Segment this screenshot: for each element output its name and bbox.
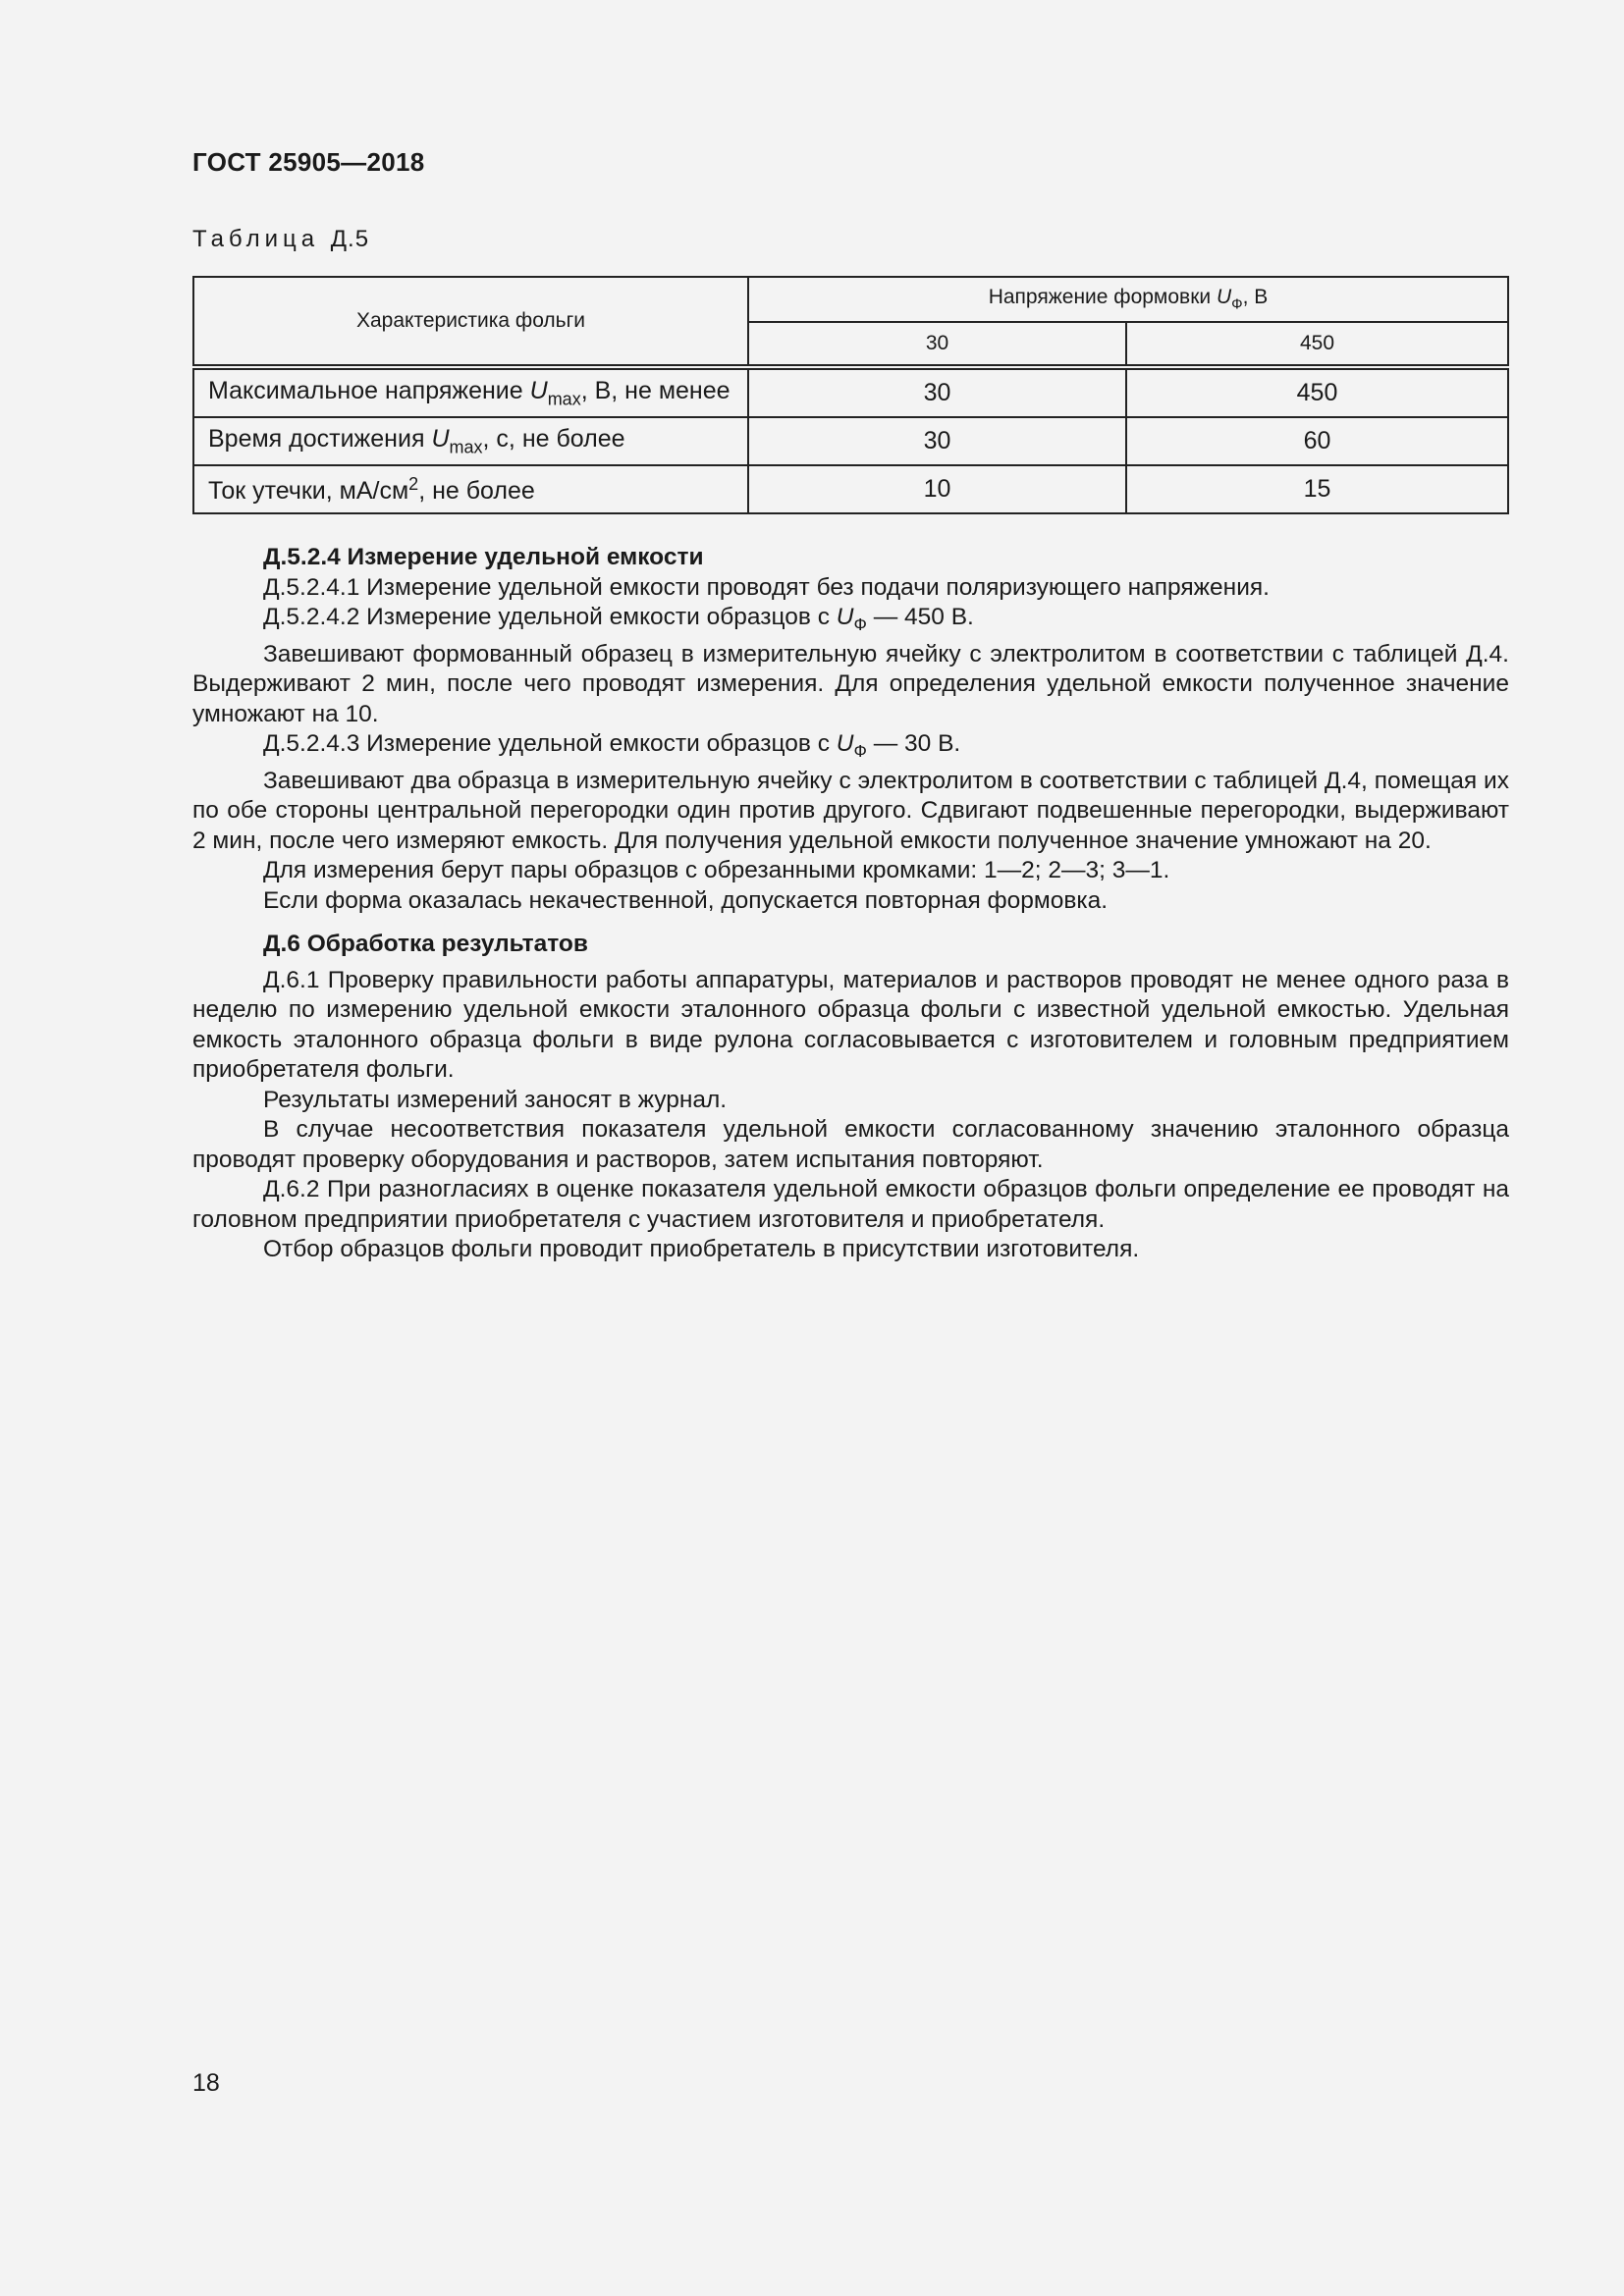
paragraph: Результаты измерений заносят в журнал. <box>263 1086 728 1113</box>
paragraph: Если форма оказалась некачественной, допускается повторная формовка. <box>263 886 1109 914</box>
row-value-30: 30 <box>748 367 1126 417</box>
paragraph: В случае несоответствия показателя удельной емкости согласованному значению эталонного образца проводят проверку оборудования и растворов, затем испытания повторяют. <box>192 1116 1509 1173</box>
paragraph: Завешивают формованный образец в измерительную ячейку с электролитом в соответствии с таблицей Д.4. Выдерживают 2 мин, после чего проводят измерения. Для определения удельной емкости полученное значение умножают на 10. <box>192 640 1509 727</box>
paragraph: Отбор образцов фольги проводит приобретатель в присутствии изготовителя. <box>263 1236 1140 1263</box>
row-subscript: max <box>547 389 581 409</box>
table-row <box>193 465 1508 513</box>
table-row <box>193 367 1508 417</box>
paragraph-d6-1: Д.6.1 Проверку правильности работы аппаратуры, материалов и растворов проводят не менее одного раза в неделю по измерению удельной емкости эталонного образца фольги с известной удельной емкостью. Удельная емкость эталонного образца фольги в виде рулона согласовывается с изготовителем и головным предприятием приобретателя фольги. <box>192 966 1509 1084</box>
row-label <box>193 465 748 513</box>
row-label-post: , с, не более <box>482 424 625 453</box>
row-value-30: 10 <box>748 465 1126 513</box>
row-subscript: max <box>449 437 483 457</box>
table-row <box>193 417 1508 465</box>
row-label <box>193 367 748 417</box>
row-symbol: U <box>431 424 450 453</box>
paragraph: Завешивают два образца в измерительную ячейку с электролитом в соответствии с таблицей Д.4, помещая их по обе стороны центральной перегородки один против другого. Сдвигают подвешенные перегородки, выдерживают 2 мин, после чего измеряют емкость. Для получения удельной емкости полученное значение умножают на 20. <box>192 767 1509 854</box>
foil-characteristics-table <box>192 276 1509 514</box>
paragraph-post: — 30 В. <box>866 730 961 758</box>
header-voltage-sub: Ф <box>1231 295 1243 313</box>
paragraph-pre: Д.5.2.4.3 Измерение удельной емкости образцов с <box>263 730 837 758</box>
header-voltage-symbol: U <box>1216 286 1232 309</box>
paragraph-pre: Д.5.2.4.2 Измерение удельной емкости образцов с <box>263 604 837 630</box>
header-voltage-pre: Напряжение формовки <box>988 286 1217 309</box>
voltage-subscript: Ф <box>853 741 867 762</box>
header-forming-voltage <box>748 277 1508 322</box>
paragraph-post: — 450 В. <box>866 604 974 630</box>
table-caption-number: Д.5 <box>330 226 370 252</box>
row-value-450: 450 <box>1126 367 1508 417</box>
row-value-30: 30 <box>748 417 1126 465</box>
voltage-subscript: Ф <box>853 614 867 635</box>
row-label-pre: Ток утечки, мА/см <box>208 476 409 505</box>
row-value-450: 15 <box>1126 465 1508 513</box>
page-number: 18 <box>192 2069 220 2097</box>
row-superscript: 2 <box>408 473 419 494</box>
body-text <box>192 543 1509 1265</box>
row-label-pre: Время достижения <box>208 424 432 453</box>
paragraph-d5-2-4-3 <box>192 729 1509 767</box>
document-code-header: ГОСТ 25905—2018 <box>192 147 425 177</box>
subheader-450: 450 <box>1126 322 1508 367</box>
row-symbol: U <box>529 376 548 404</box>
paragraph-d5-2-4-2 <box>192 603 1509 640</box>
paragraph-d6-2: Д.6.2 При разногласиях в оценке показателя удельной емкости образцов фольги определение ее проводят на головном предприятии приобретателя с участием изготовителя и приобретателя. <box>192 1176 1509 1233</box>
table-caption <box>192 226 369 253</box>
row-value-450: 60 <box>1126 417 1508 465</box>
header-voltage-post: , В <box>1242 286 1269 309</box>
section-heading-d5-2-4: Д.5.2.4 Измерение удельной емкости <box>263 544 704 570</box>
row-label-post: , не более <box>418 476 535 505</box>
voltage-symbol: U <box>836 604 854 630</box>
paragraph: Для измерения берут пары образцов с обрезанными кромками: 1—2; 2—3; 3—1. <box>263 857 1170 884</box>
subheader-30: 30 <box>748 322 1126 367</box>
row-label-post: , В, не менее <box>580 376 731 404</box>
section-heading-d6: Д.6 Обработка результатов <box>263 931 588 958</box>
table-caption-word: Таблица <box>192 226 320 252</box>
header-characteristic: Характеристика фольги <box>193 277 748 367</box>
row-label-pre: Максимальное напряжение <box>208 376 530 404</box>
paragraph-d5-2-4-1: Д.5.2.4.1 Измерение удельной емкости проводят без подачи поляризующего напряжения. <box>263 573 1270 601</box>
row-label <box>193 417 748 465</box>
voltage-symbol: U <box>836 730 854 758</box>
